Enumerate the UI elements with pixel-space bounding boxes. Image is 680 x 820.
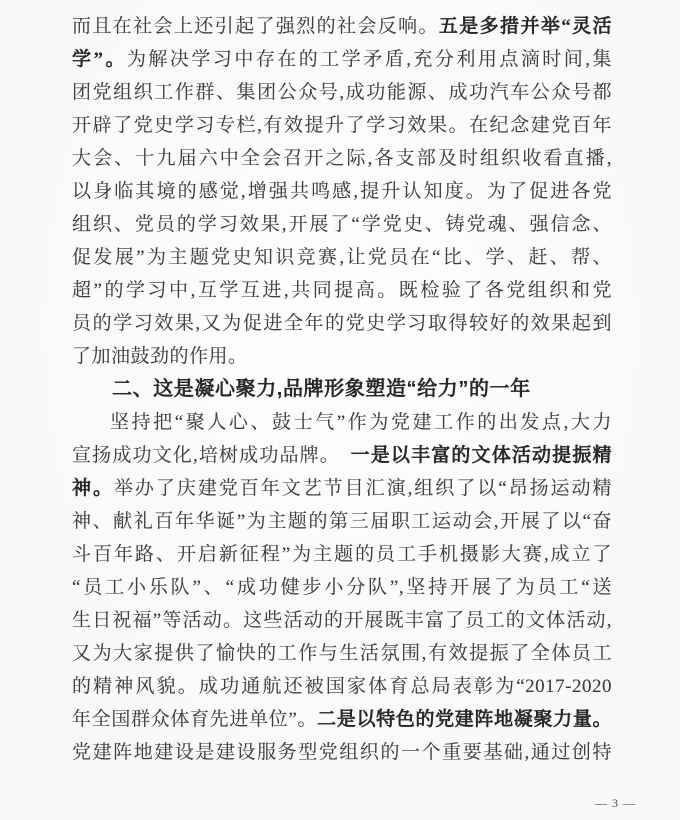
text-run: 年全国群众体育先进单位”。: [72, 709, 318, 730]
text-run: 开辟了党史学习专栏,有效提升了学习效果。在纪念建党百年: [72, 115, 612, 136]
text-line: [72, 10, 612, 43]
text-run: 大会、十九届六中全会召开之际,各支部及时组织收看直播,: [72, 148, 612, 169]
text-line: [72, 208, 612, 241]
emphasis-run: 学”。: [72, 49, 127, 70]
text-line: [72, 439, 612, 472]
text-line: [72, 307, 612, 340]
section-heading: [72, 373, 612, 406]
text-run: 员的学习效果,又为促进全年的党史学习取得较好的效果起到: [72, 313, 612, 334]
text-line: [72, 670, 612, 703]
document-text: [72, 10, 612, 769]
text-run: 了加油鼓劲的作用。: [72, 346, 248, 367]
text-line: [72, 571, 612, 604]
text-run: 以身临其境的感觉,增强共鸣感,提升认知度。为了促进各党: [72, 181, 612, 202]
text-run: 神、献礼百年华诞”为主题的第三届职工运动会,开展了以“奋: [72, 511, 612, 532]
text-run: 坚持把“聚人心、鼓士气”作为党建工作的出发点,大力: [110, 412, 612, 433]
text-run: 举办了庆建党百年文艺节目汇演,组织了以“昂扬运动精: [113, 478, 612, 499]
emphasis-run: 神。: [72, 478, 114, 499]
text-run: 宣扬成功文化,培树成功品牌。: [72, 445, 351, 466]
text-line: [72, 340, 612, 373]
text-line: [72, 736, 612, 769]
text-run: 超”的学习中,互学互进,共同提高。既检验了各党组织和党: [72, 280, 612, 301]
text-run: “员工小乐队”、“成功健步小分队”,坚持开展了为员工“送: [72, 577, 612, 598]
emphasis-run: 一是以丰富的文体活动提振精: [350, 445, 612, 466]
text-line: [72, 472, 612, 505]
text-line: [72, 604, 612, 637]
text-run: 生日祝福”等活动。这些活动的开展既丰富了员工的文体活动,: [72, 610, 612, 631]
text-line: [72, 142, 612, 175]
text-line: [72, 538, 612, 571]
text-line: [72, 109, 612, 142]
text-run: 为解决学习中存在的工学矛盾,充分利用点滴时间,集: [126, 49, 612, 70]
text-line: [72, 76, 612, 109]
text-run: 斗百年路、开启新征程”为主题的员工手机摄影大赛,成立了: [72, 544, 612, 565]
text-line: [72, 637, 612, 670]
text-run: 团党组织工作群、集团公众号,成功能源、成功汽车公众号都: [72, 82, 612, 103]
text-line: [72, 175, 612, 208]
text-line: [72, 406, 612, 439]
text-run: 而且在社会上还引起了强烈的社会反响。: [72, 16, 439, 37]
page-number: — 3 —: [595, 796, 636, 810]
text-line: [72, 505, 612, 538]
text-line: [72, 43, 612, 76]
text-run: 组织、党员的学习效果,开展了“学党史、铸党魂、强信念、: [72, 214, 612, 235]
text-line: [72, 274, 612, 307]
text-run: 的精神风貌。成功通航还被国家体育总局表彰为“2017-2020: [72, 676, 612, 697]
text-run: 促发展”为主题党史知识竞赛,让党员在“比、学、赶、帮、: [72, 247, 612, 268]
text-line: [72, 241, 612, 274]
text-run: 党建阵地建设是建设服务型党组织的一个重要基础,通过创特: [72, 742, 612, 763]
text-line: [72, 703, 612, 736]
emphasis-run: 二、这是凝心聚力,品牌形象塑造“给力”的一年: [112, 378, 531, 400]
emphasis-run: 二是以特色的党建阵地凝聚力量。: [317, 709, 612, 730]
emphasis-run: 五是多措并举“灵活: [438, 16, 612, 37]
text-run: 又为大家提供了愉快的工作与生活氛围,有效提振了全体员工: [72, 643, 612, 664]
